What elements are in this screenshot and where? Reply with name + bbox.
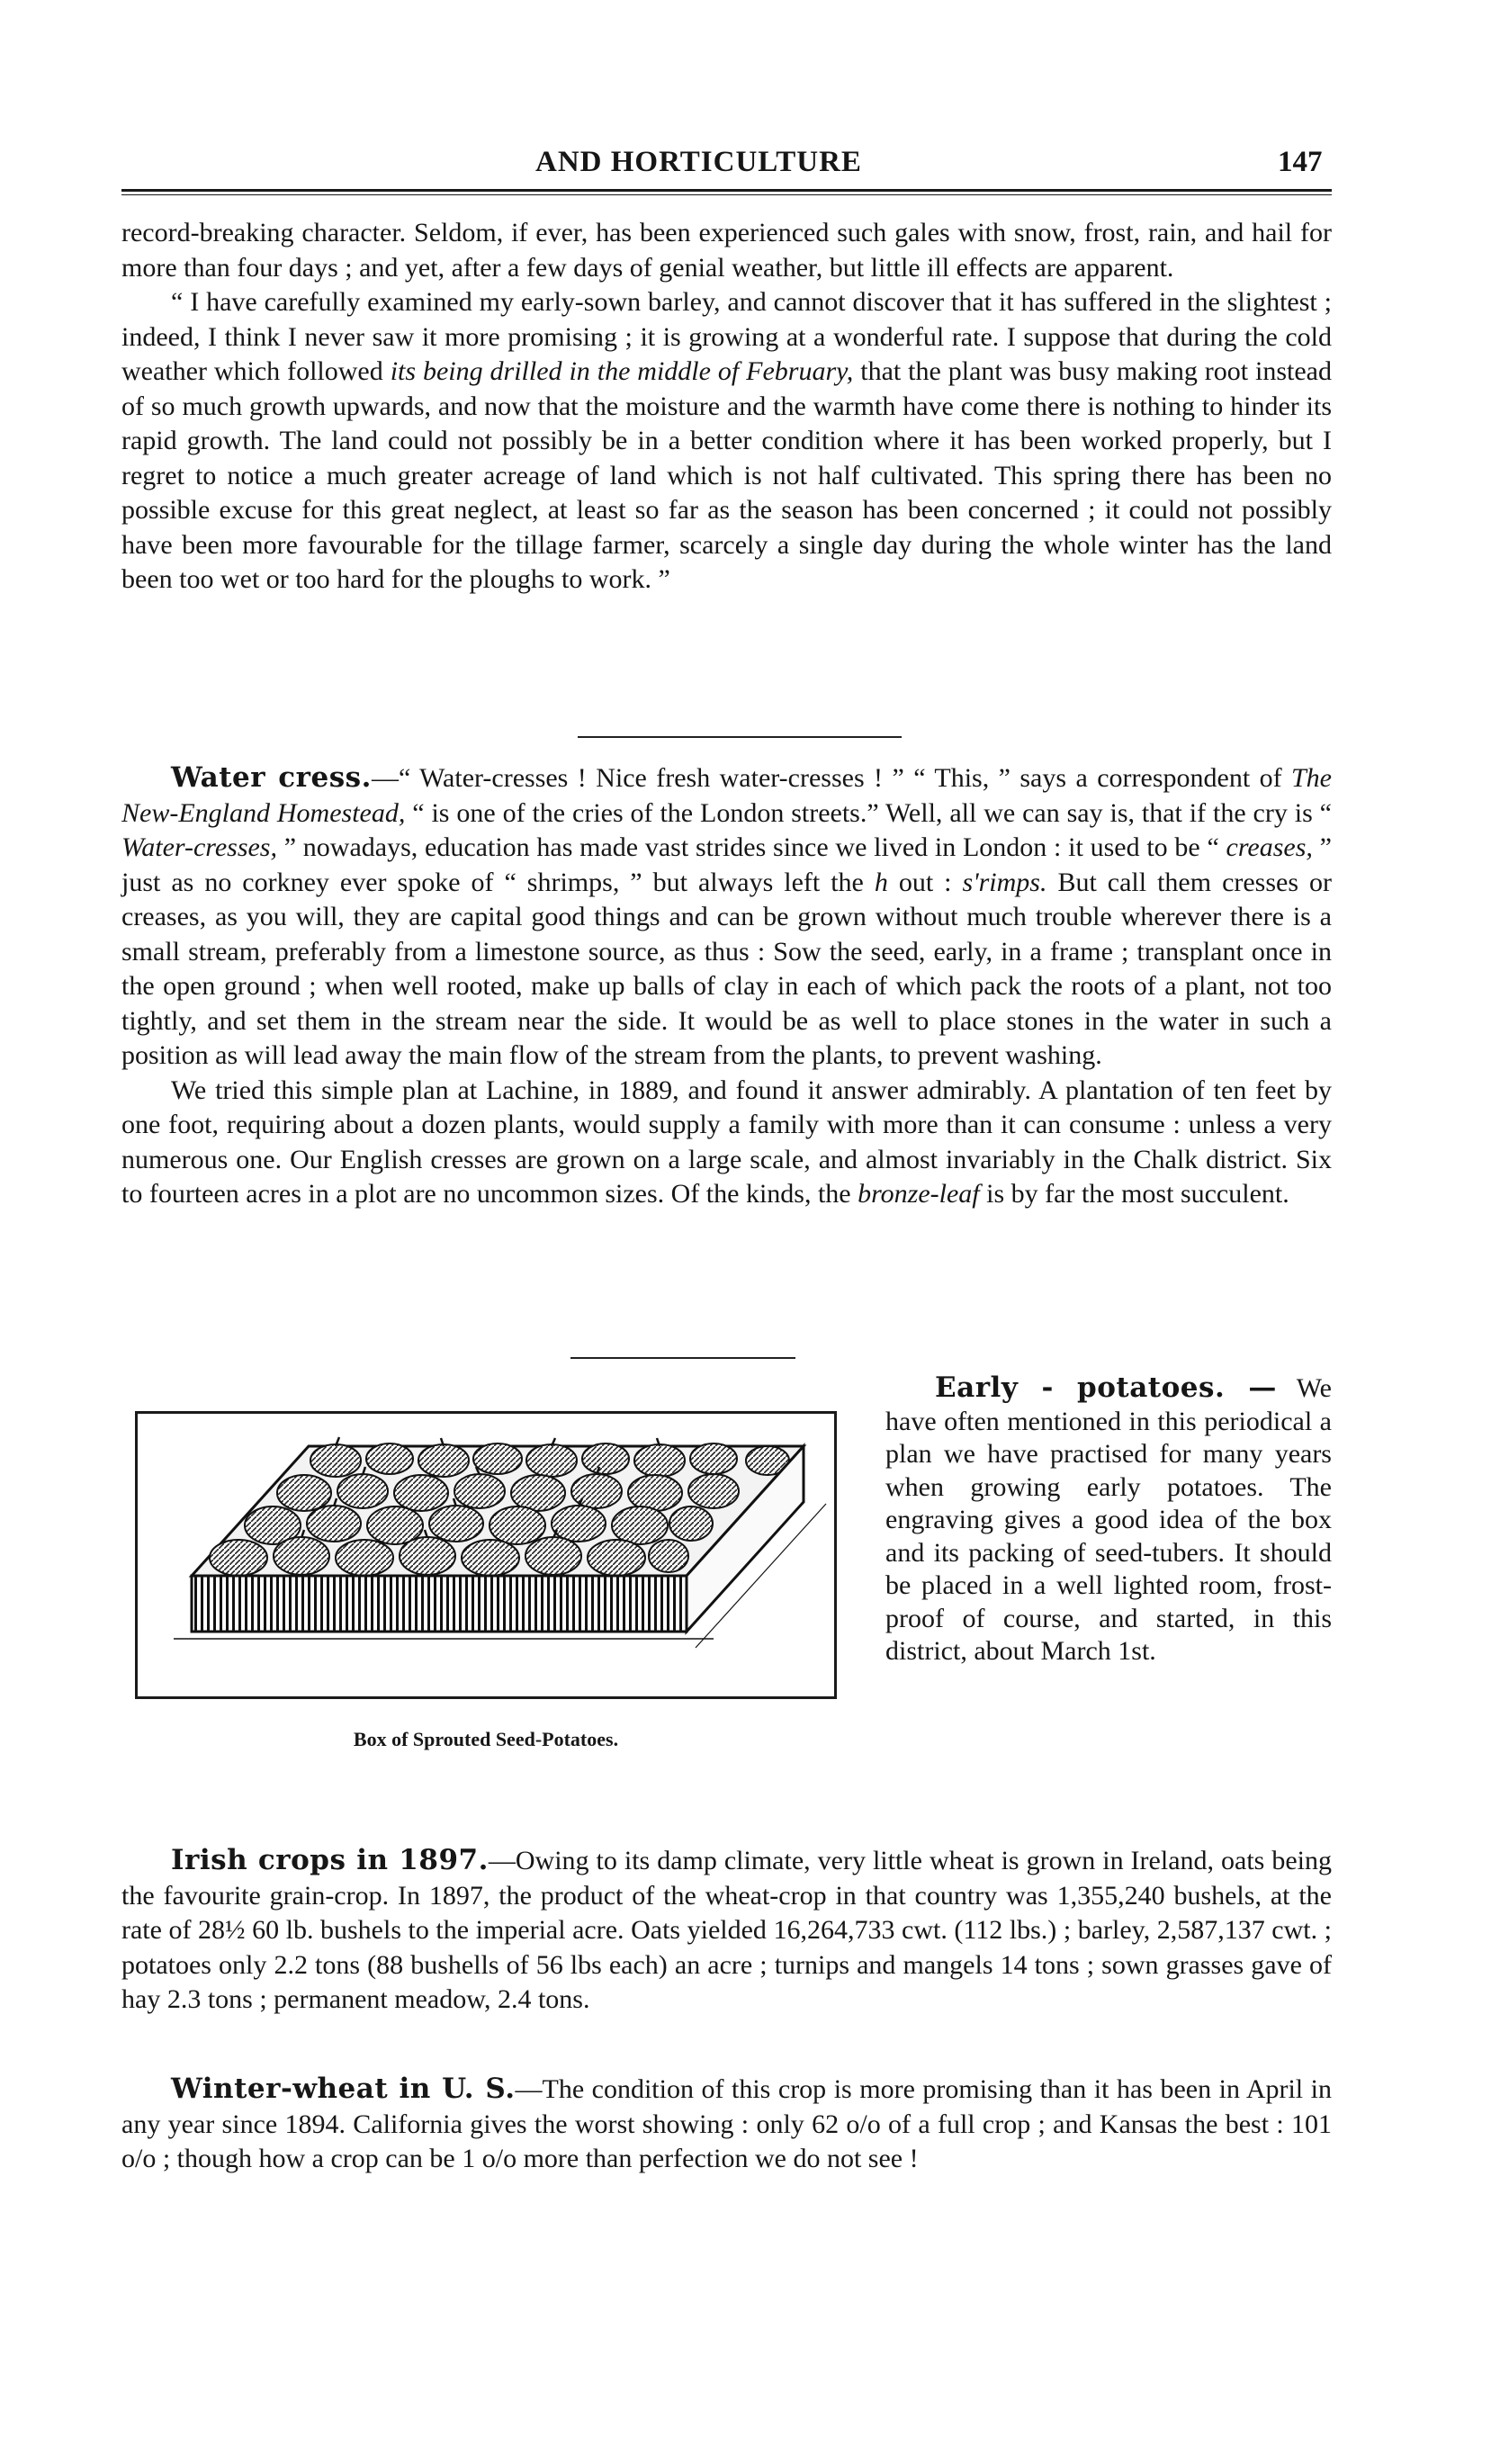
quote-text-1: “ I have carefully examined my early-sown barley, and cannot discover that it has suffered in the slightest ; indeed, I think I never saw it more promising ; it is growing at a wonderful rate. I suppose that during the cold weather which followed [121,287,1332,386]
italic-word: creases, [1226,832,1313,862]
page-header [0,142,1491,185]
running-title: AND HORTICULTURE [535,146,862,178]
potato-box-illustration [135,1411,837,1699]
italic-word: Water-cresses, [121,832,277,862]
quote-italic: its being drilled in the middle of February, [390,356,854,386]
irish-crops-headline: Irish crops in 1897. [171,1844,489,1876]
text-run: “ is one of the cries of the London streets.” Well, all we can say is, that if the cry is “ [405,797,1332,828]
potato-box-drawing [138,1414,834,1696]
text-run: ” just as no corkney ever spoke of “ shrimps, ” but always left the [121,832,1332,897]
winter-wheat-headline: Winter-wheat in U. S. [171,2073,516,2105]
text-run: ” nowadays, education has made vast strides since we lived in London : it used to be “ [276,832,1226,862]
winter-wheat-section [121,2072,1332,2177]
header-rule [121,189,1332,192]
text-run: But call them cresses or creases, as you will, they are capital good things and can be grown without much trouble wherever there is a small stream, preferably from a limestone source, as thus : Sow the seed, early, in a frame ; transplant once in the open ground ; when well rooted, make up balls of clay in each of which pack the roots of a plant, not too tightly, and set them in the stream near the side. It would be as well to place stones in the water in such a position as will lead away the main flow of the stream from the plants, to prevent washing. [121,867,1333,1070]
text-run: is by far the most succulent. [979,1179,1289,1209]
water-cress-headline: Water cress. [171,761,372,794]
italic-word: h [874,867,888,897]
water-cress-section [121,760,1332,1212]
text-run: We tried this simple plan at Lachine, in 1889, and found it answer admirably. A plantation of ten feet by one foot, requiring about a dozen plants, would supply a family with more than it can consume : unless a very numerous one. Our English cresses are grown on a large scale, and almost invariably in the Chalk district. Six to fourteen acres in a plot are no uncommon sizes. Of the kinds, the [121,1075,1332,1209]
section-separator [578,736,902,738]
barley-quote [121,285,1332,598]
water-cress-paragraph-2 [121,1074,1332,1212]
irish-crops-body: —Owing to its damp climate, very little wheat is grown in Ireland, oats being the favourite grain-crop. In 1897, the product of the wheat-crop in that country was 1,355,240 bushels, at the rate of 28½ 60 lb. bushels to the imperial acre. Oats yielded 16,264,733 cwt. (112 lbs.) ; barley, 2,587,137 cwt. ; potatoes only 2.2 tons (88 bushells of 56 lbs each) an acre ; turnips and mangels 14 tons ; sown grasses gave of hay 2.3 tons ; permanent meadow, 2.4 tons. [121,1846,1332,2014]
early-potatoes-section [885,1371,1332,1668]
header-rule-thin [121,194,1332,195]
early-potatoes-body: We have often mentioned in this periodical a plan we have practised for many years when growing early potatoes. The engraving gives a good idea of the box and its packing of seed-tubers. It should be placed in a well lighted room, frost-proof of course, and started, in this district, about March 1st. [885,1373,1332,1666]
text-run: out : [887,867,963,897]
italic-word: s'rimps. [962,867,1047,897]
italic-word: bronze-leaf [858,1179,980,1209]
opening-section [121,216,1332,598]
section-separator-short [570,1357,795,1359]
winter-wheat-paragraph [121,2072,1332,2177]
irish-crops-section [121,1843,1332,2018]
early-potatoes-paragraph [885,1371,1332,1668]
quote-text-2: that the plant was busy making root instead of so much growth upwards, and now that the moisture and the warmth have come there is nothing to hinder its rapid growth. The land could not possibly be in a better condition where it has been worked properly, but I regret to notice a much greater acreage of land which is not half cultivated. This spring there has been no possible excuse for this great neglect, at least so far as the season has been concerned ; it could not possibly have been more favourable for the tillage farmer, scarcely a single day during the whole winter has the land been too wet or too hard for the ploughs to work. ” [121,356,1332,594]
figure-caption: Box of Sprouted Seed-Potatoes. [353,1728,619,1750]
page-number: 147 [1278,146,1323,178]
water-cress-paragraph-1 [121,760,1332,1074]
early-potatoes-headline: Early - potatoes. — [935,1371,1277,1404]
journal-title: The New-England Homestead, [121,763,1332,828]
irish-crops-paragraph [121,1843,1332,2018]
continued-paragraph: record-breaking character. Seldom, if ever, has been experienced such gales with snow, frost, rain, and hail for more than four days ; and yet, after a few days of genial weather, but little ill effects are apparent. [121,218,1332,283]
winter-wheat-body: —The condition of this crop is more promising than it has been in April in any year since 1894. California gives the worst showing : only 62 o/o of a full crop ; and Kansas the best : 101 o/o ; though how a crop can be 1 o/o more than perfection we do not see ! [121,2074,1332,2173]
text-run: —“ Water-cresses ! Nice fresh water-cresses ! ” “ This, ” says a correspondent of [371,763,1291,793]
